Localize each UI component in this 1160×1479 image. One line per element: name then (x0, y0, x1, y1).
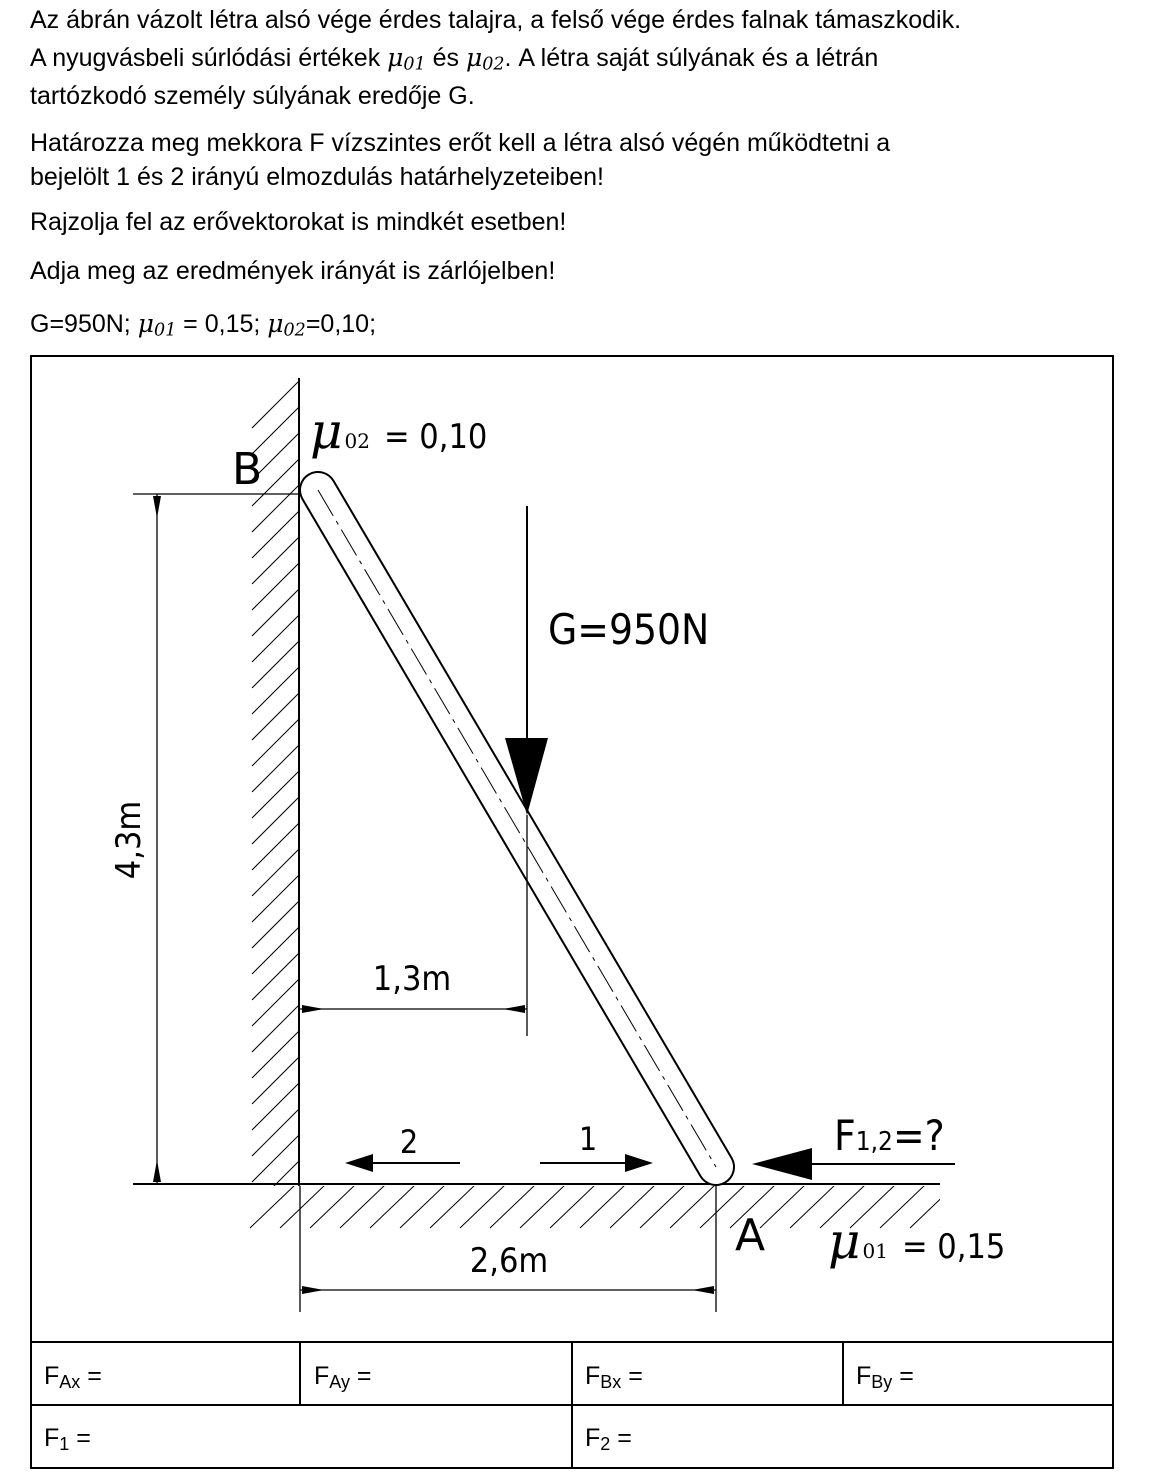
floor-hatch-line (430, 1184, 476, 1228)
floor-hatch-line (910, 1184, 956, 1228)
mu-subscript: 01 (862, 1239, 888, 1263)
text-fragment: A nyugvásbeli súrlódási értékek (30, 44, 388, 72)
wall-hatch-line (252, 1056, 300, 1104)
wall-hatch-line (252, 926, 300, 974)
mu-symbol: μ (828, 1212, 861, 1270)
force-subscript: 1,2 (855, 1127, 893, 1157)
mu-symbol: μ (137, 309, 154, 338)
mu-symbol: μ (387, 43, 404, 72)
mu01-value: = 0,15 (901, 1227, 1006, 1267)
mu01-label (828, 1212, 1005, 1270)
floor-hatch-line (550, 1184, 596, 1228)
base-label: 2,6m (469, 1241, 549, 1281)
mu-subscript: 02 (283, 320, 306, 341)
floor-hatch-line (520, 1184, 566, 1228)
mu-symbol: μ (465, 43, 483, 72)
floor-hatch-line (670, 1184, 716, 1228)
equals-sign: = (610, 1424, 632, 1452)
wall-hatch-line (252, 562, 300, 610)
wall-hatch-line (252, 1082, 300, 1130)
floor-hatch-line (340, 1184, 386, 1228)
wall-hatch-line (252, 380, 300, 428)
wall-hatch-line (252, 874, 300, 922)
problem-line-7: Adja meg az eredmények irányát is zárlójelben! (30, 257, 556, 285)
wall-hatch-line (252, 822, 300, 870)
weight-label: G=950N (548, 605, 710, 654)
direction-2-label: 2 (399, 1123, 419, 1161)
wall-hatching (252, 380, 300, 1286)
direction-1-label: 1 (578, 1120, 598, 1158)
problem-line-4: Határozza meg mekkora F vízszintes erőt kell a létra alsó végén működtetni a (30, 129, 891, 157)
ladder-centerline (318, 490, 716, 1167)
wall-hatch-line (252, 952, 300, 1000)
height-label: 4,3m (109, 800, 149, 880)
mu-symbol: μ (267, 309, 284, 338)
point-b-label: B (232, 444, 263, 495)
force-symbol: F (314, 1362, 330, 1390)
base-arrow-right (692, 1286, 714, 1294)
wall-hatch-line (252, 744, 300, 792)
wall-hatch-line (252, 1004, 300, 1052)
wall-hatch-line (252, 1134, 300, 1182)
direction-1-head (625, 1154, 653, 1172)
wall-hatch-line (252, 848, 300, 896)
wall-hatch-line (252, 666, 300, 714)
floor-hatching (250, 1184, 986, 1228)
answer-fby (856, 1361, 914, 1397)
floor-hatch-line (940, 1184, 986, 1228)
wall-hatch-line (252, 536, 300, 584)
floor-hatch-line (880, 1184, 926, 1228)
mu-subscript: 01 (403, 54, 426, 75)
floor-hatch-line (280, 1184, 326, 1228)
text-fragment: = 0,15; (176, 310, 268, 338)
equals-sign: = (80, 1362, 102, 1390)
height-arrow-top (153, 496, 161, 518)
text-fragment: és (425, 44, 466, 72)
force-letter: F (834, 1111, 856, 1160)
problem-line-1: Az ábrán vázolt létra alsó vége érdes talajra, a felső vége érdes falnak támaszkodik. (30, 6, 962, 34)
wall-hatch-line (252, 1238, 300, 1286)
mu02-label (310, 402, 487, 460)
answer-f1 (44, 1423, 91, 1459)
wall-hatch-line (252, 900, 300, 948)
force-symbol: F (585, 1424, 601, 1452)
problem-line-5: bejelölt 1 és 2 irányú elmozdulás határhelyzeteiben! (30, 163, 604, 191)
force-subscript: By (871, 1372, 893, 1392)
wall-hatch-line (252, 978, 300, 1026)
wall-hatch-line (252, 640, 300, 688)
wall-hatch-line (252, 796, 300, 844)
force-subscript: 2 (600, 1434, 611, 1454)
wall-hatch-line (252, 770, 300, 818)
mu-subscript: 02 (344, 429, 370, 453)
equals-sign: = (349, 1362, 372, 1390)
floor-hatch-line (370, 1184, 416, 1228)
answer-fay (314, 1361, 372, 1397)
height-arrow-bottom (153, 1160, 161, 1182)
force-label (834, 1111, 945, 1160)
floor-hatch-line (460, 1184, 506, 1228)
cg-arrow-right (503, 1005, 525, 1013)
force-subscript: 1 (59, 1434, 70, 1454)
mu-subscript: 02 (482, 54, 505, 75)
floor-hatch-line (640, 1184, 686, 1228)
text-fragment: =0,10; (305, 310, 377, 338)
force-symbol: F (44, 1424, 60, 1452)
text-fragment: . A létra saját súlyának és a létrán (504, 44, 879, 72)
force-subscript: Ax (59, 1372, 81, 1392)
floor-hatch-line (610, 1184, 656, 1228)
wall-hatch-line (252, 1186, 300, 1234)
mu02-value: = 0,10 (383, 417, 488, 457)
wall-hatch-line (252, 1030, 300, 1078)
mu-symbol: μ (310, 402, 343, 460)
answer-fax (44, 1361, 102, 1397)
problem-line-3: tartózkodó személy súlyának eredője G. (30, 82, 475, 110)
floor-hatch-line (490, 1184, 536, 1228)
point-a-label: A (735, 1210, 766, 1261)
direction-2-head (345, 1154, 373, 1172)
wall-hatch-line (252, 692, 300, 740)
equals-sign: = (69, 1424, 91, 1452)
equals-sign: = (892, 1362, 914, 1390)
floor-hatch-line (760, 1184, 806, 1228)
floor-hatch-line (310, 1184, 356, 1228)
mu-subscript: 01 (153, 320, 177, 341)
force-subscript: Bx (600, 1372, 622, 1392)
problem-line-6: Rajzolja fel az erővektorokat is mindkét esetben! (30, 208, 567, 236)
wall-hatch-line (252, 588, 300, 636)
text-fragment: G=950N; (30, 310, 138, 338)
force-symbol: F (856, 1362, 872, 1390)
force-symbol: F (585, 1362, 601, 1390)
force-question: =? (892, 1111, 945, 1160)
wall-hatch-line (252, 1108, 300, 1156)
cg-label: 1,3m (372, 959, 452, 999)
floor-hatch-line (580, 1184, 626, 1228)
answer-f2 (585, 1423, 632, 1459)
wall-hatch-line (252, 718, 300, 766)
answer-fbx (585, 1361, 643, 1397)
floor-hatch-line (250, 1184, 296, 1228)
force-arrow-head (752, 1148, 812, 1180)
equals-sign: = (621, 1362, 643, 1390)
force-subscript: Ay (329, 1372, 350, 1392)
force-symbol: F (44, 1362, 60, 1390)
base-arrow-left (302, 1286, 324, 1294)
wall-hatch-line (252, 614, 300, 662)
floor-hatch-line (400, 1184, 446, 1228)
wall-hatch-line (252, 510, 300, 558)
cg-arrow-left (302, 1005, 324, 1013)
